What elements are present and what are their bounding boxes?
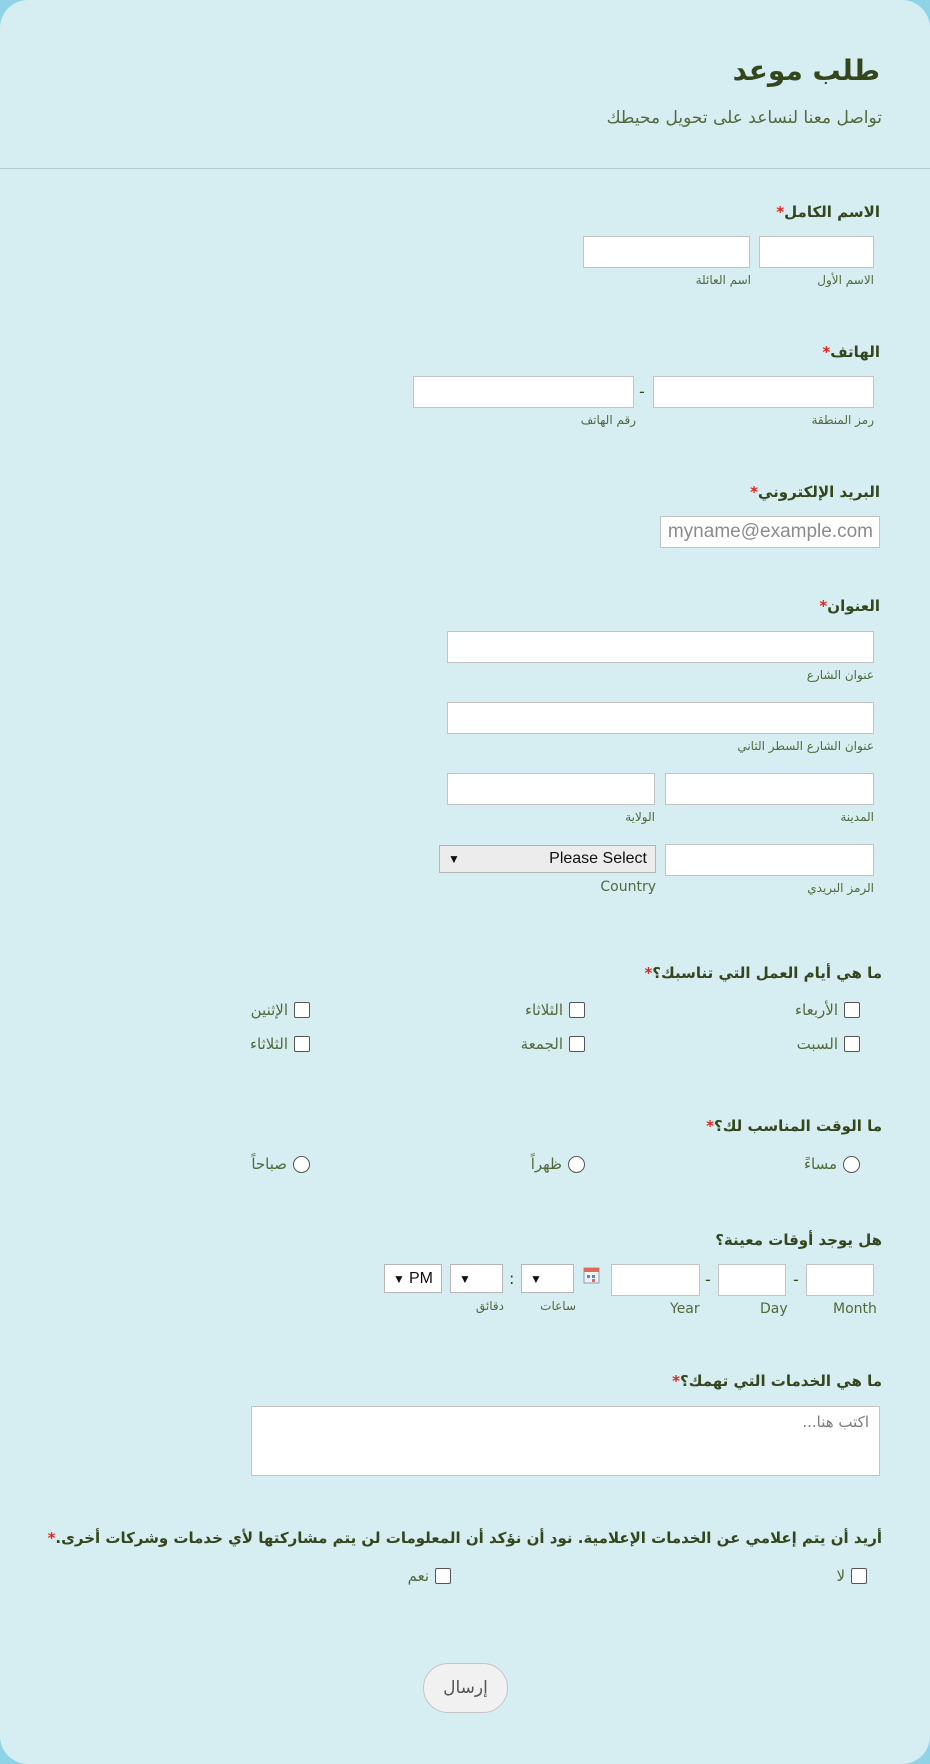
media-option-no[interactable]: لا [836,1567,867,1585]
chevron-down-icon: ▼ [448,852,460,866]
last-name-input[interactable] [583,236,750,268]
ampm-selected: PM [409,1269,433,1287]
services-textarea[interactable] [251,1406,880,1476]
month-sublabel: Month [833,1301,877,1317]
email-placeholder: myname@example.com [667,521,873,542]
time-pref-label: ما الوقت المناسب لك؟* [706,1117,882,1135]
hours-select[interactable] [521,1264,574,1293]
services-placeholder: اكتب هنا... [802,1413,869,1431]
full-name-label: الاسم الكامل* [776,203,880,221]
city-input[interactable] [665,773,874,805]
form-title: طلب موعد [732,54,880,87]
first-name-input[interactable] [759,236,874,268]
last-name-sublabel: اسم العائلة [695,273,751,287]
workday-option-monday[interactable]: الإثنين [251,1001,310,1019]
workday-option-friday[interactable]: الجمعة [521,1035,585,1053]
calendar-icon[interactable] [583,1267,600,1284]
time-option-evening[interactable]: مساءً [804,1155,860,1173]
specific-time-label: هل يوجد أوقات معينة؟ [715,1231,882,1249]
day-sublabel: Day [760,1301,788,1317]
workdays-label: ما هي أيام العمل التي تناسبك؟* [644,964,882,982]
workday-option-tuesday-2[interactable]: الثلاثاء [250,1035,310,1053]
checkbox[interactable] [844,1036,860,1052]
checkbox[interactable] [569,1036,585,1052]
year-input[interactable] [611,1264,700,1296]
checkbox[interactable] [294,1002,310,1018]
city-sublabel: المدينة [840,810,874,824]
checkbox[interactable] [851,1568,867,1584]
email-input[interactable] [660,516,880,548]
country-sublabel: Country [600,879,656,895]
state-input[interactable] [447,773,655,805]
street-address-input[interactable] [447,631,874,663]
country-selected: Please Select [549,850,647,867]
phone-label: الهاتف* [822,343,880,361]
minutes-select[interactable] [450,1264,503,1293]
first-name-sublabel: الاسم الأول [817,273,874,287]
time-option-morning[interactable]: صباحاً [251,1155,310,1173]
media-option-yes[interactable]: نعم [408,1567,451,1585]
checkbox[interactable] [844,1002,860,1018]
year-sublabel: Year [670,1301,700,1317]
date-separator: - [705,1270,711,1289]
minutes-sublabel: دقائق [475,1299,504,1313]
checkbox[interactable] [569,1002,585,1018]
submit-button[interactable]: إرسال [423,1663,508,1713]
media-consent-label: أريد أن يتم إعلامي عن الخدمات الإعلامية. نود أن نؤكد أن المعلومات لن يتم مشاركتها لأي خدمات وشركات أخرى.* [47,1529,882,1547]
radio[interactable] [843,1156,860,1173]
checkbox[interactable] [294,1036,310,1052]
workday-option-tuesday[interactable]: الثلاثاء [525,1001,585,1019]
phone-separator: - [639,382,645,401]
ampm-select[interactable] [384,1264,442,1293]
phone-number-sublabel: رقم الهاتف [580,413,636,427]
services-label: ما هي الخدمات التي تهمك؟* [672,1372,882,1390]
street-address-sublabel: عنوان الشارع [806,668,874,682]
radio[interactable] [568,1156,585,1173]
area-code-input[interactable] [653,376,874,408]
street-address-2-sublabel: عنوان الشارع السطر الثاني [737,739,874,753]
chevron-down-icon: ▼ [393,1271,405,1286]
workday-option-saturday[interactable]: السبت [797,1035,860,1053]
zip-input[interactable] [665,844,874,876]
header-divider [0,168,930,169]
state-sublabel: الولاية [625,810,655,824]
form-subtitle: تواصل معنا لنساعد على تحويل محيطك [606,108,882,128]
area-code-sublabel: رمز المنطقة [811,413,874,427]
chevron-down-icon: ▼ [530,1271,542,1286]
chevron-down-icon: ▼ [459,1271,471,1286]
time-separator: : [509,1269,515,1288]
time-option-noon[interactable]: ظهراً [531,1155,585,1173]
month-input[interactable] [806,1264,874,1296]
address-label: العنوان* [819,597,880,615]
day-input[interactable] [718,1264,786,1296]
street-address-2-input[interactable] [447,702,874,734]
email-label: البريد الإلكتروني* [750,483,880,501]
zip-sublabel: الرمز البريدي [807,881,874,895]
hours-sublabel: ساعات [540,1299,576,1313]
country-select[interactable] [439,845,656,873]
date-separator: - [793,1270,799,1289]
phone-number-input[interactable] [413,376,634,408]
radio[interactable] [293,1156,310,1173]
workday-option-wednesday[interactable]: الأربعاء [795,1001,860,1019]
checkbox[interactable] [435,1568,451,1584]
